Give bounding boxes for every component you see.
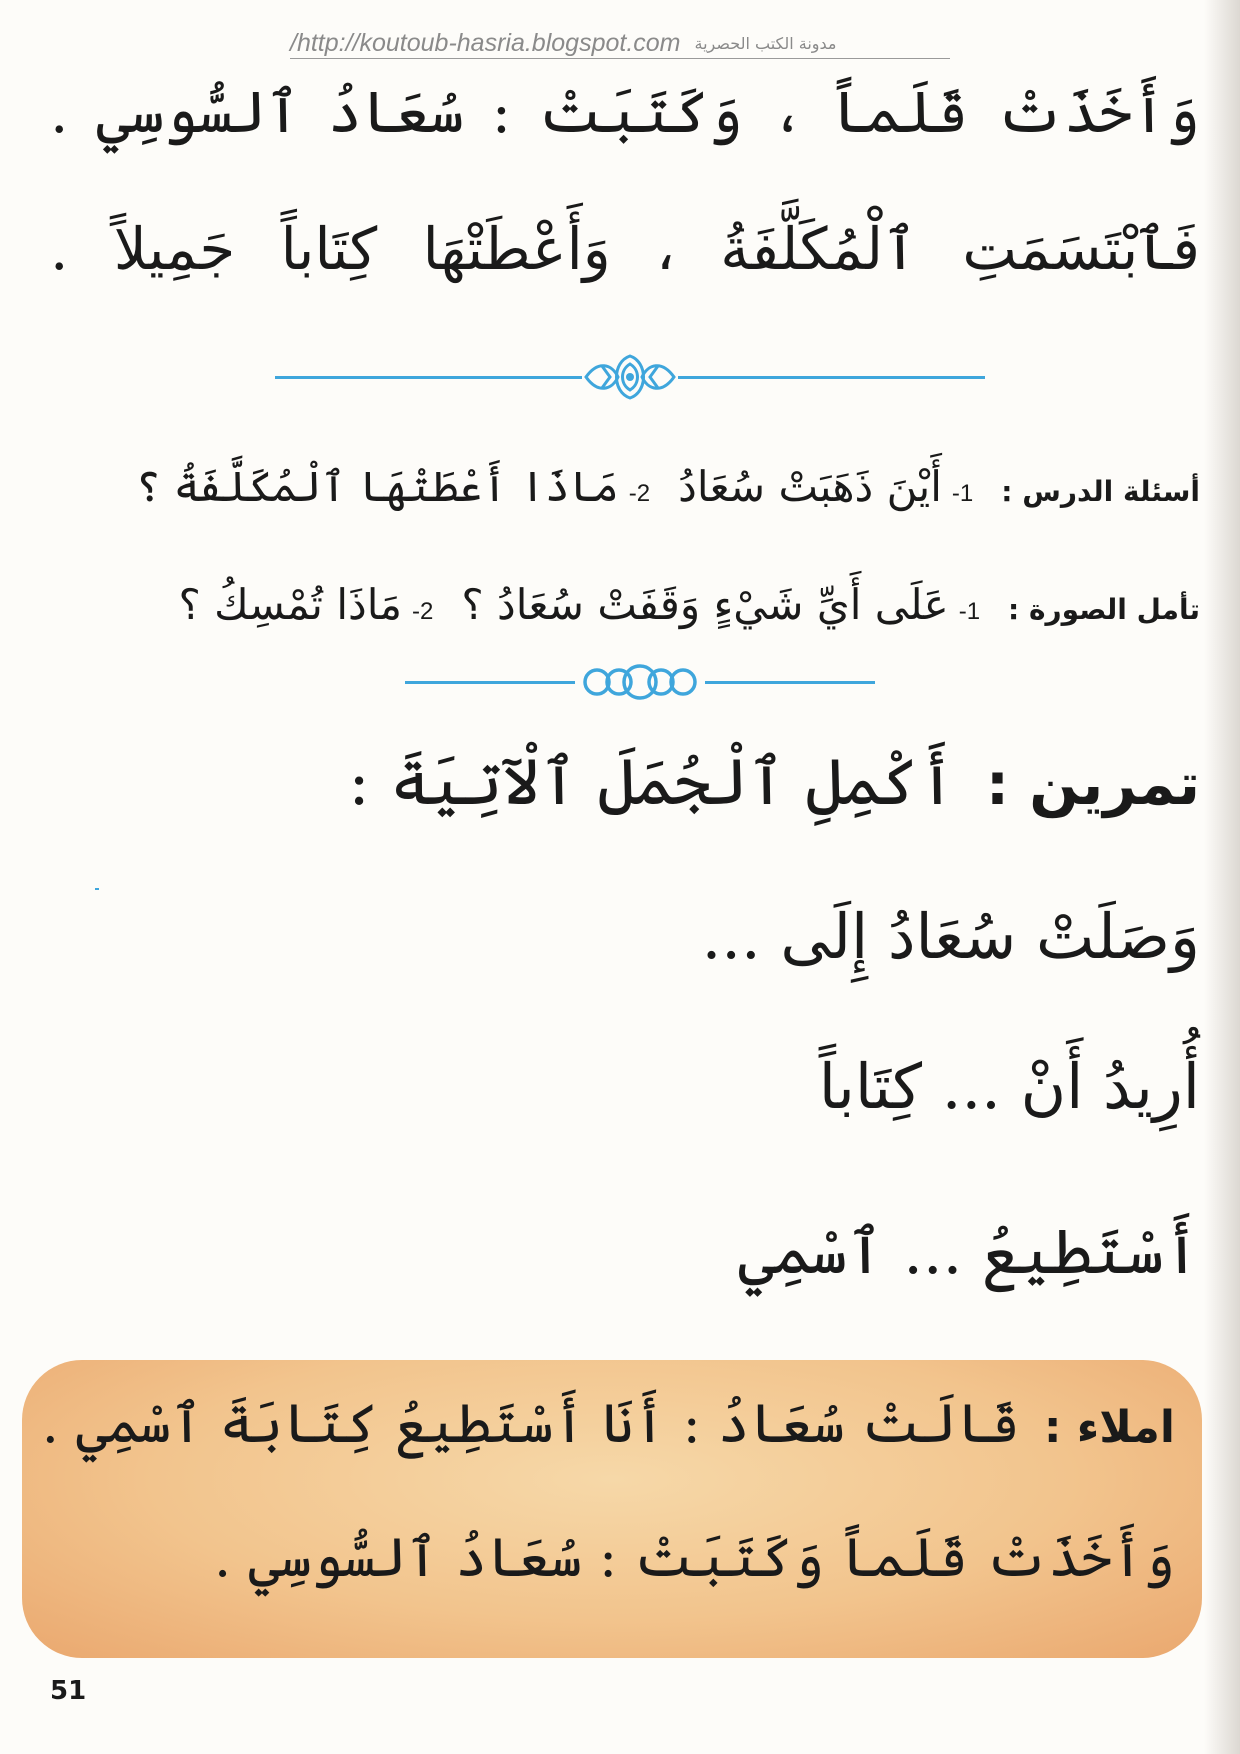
question-number: 2- (628, 480, 651, 507)
question-number: 1- (958, 598, 981, 625)
blog-url[interactable]: /http://koutoub-hasria.blogspot.com (290, 28, 681, 57)
exercise-item: وَصَلَتْ سُعَادُ إِلَى ... (701, 900, 1200, 973)
page-header (290, 28, 950, 59)
question-text: مَاذَا تُمْسِكُ ؟ (178, 580, 403, 629)
question-number: 1- (951, 480, 974, 507)
exercise-item: أَسْتَطِيعُ ... ٱسْمِي (738, 1215, 1200, 1288)
lesson-questions-label: أسئلة الدرس : (1001, 475, 1200, 508)
divider-rule (275, 376, 582, 379)
dictation-line-2: وَأَخَذَتْ قَلَماً وَكَتَبَتْ : سُعَادُ ٱلسُّوسِي . (213, 1526, 1175, 1589)
page-number: 51 (50, 1676, 87, 1706)
dictation-line-1 (42, 1392, 1175, 1455)
question-text: أَيْنَ ذَهَبَتْ سُعَادُ (678, 462, 942, 511)
dictation-label: املاء : (1043, 1402, 1175, 1453)
lesson-question-2 (136, 462, 650, 511)
story-line-1: وَأَخَذَتْ قَلَماً ، وَكَتَبَتْ : سُعَادُ ٱلسُّوسِي . (50, 78, 1200, 146)
divider-rule (405, 681, 575, 684)
story-line-2: فَٱبْتَسَمَتِ ٱلْمُكَلَّفَةُ ، وَأَعْطَتْهَا كِتَاباً جَمِيلاً . (50, 215, 1200, 283)
divider-rule (678, 376, 985, 379)
page-binding-shadow (1204, 0, 1240, 1754)
print-speck (95, 888, 99, 890)
arabesque-ornament-icon (582, 352, 678, 402)
picture-question-2 (179, 580, 434, 629)
picture-questions (40, 580, 1200, 629)
exercise-item: أُرِيدُ أَنْ ... كِتَاباً (818, 1050, 1200, 1123)
picture-question-1 (461, 580, 980, 629)
question-text: عَلَى أَيِّ شَيْءٍ وَقَفَتْ سُعَادُ ؟ (461, 580, 949, 629)
interlocking-rings-icon (575, 662, 705, 702)
rings-divider (405, 662, 875, 702)
question-text: مَاذَا أَعْطَتْهَا ٱلْمُكَلَّفَةُ ؟ (135, 462, 619, 511)
lesson-question-1 (678, 462, 973, 511)
exercise-instruction: أَكْمِلِ ٱلْجُمَلَ ٱلْآتِيَةَ : (348, 746, 956, 820)
question-number: 2- (412, 598, 434, 625)
divider-rule (705, 681, 875, 684)
picture-questions-label: تأمل الصورة : (1008, 593, 1200, 626)
dictation-text: قَالَتْ سُعَادُ : أَنَا أَسْتَطِيعُ كِتَابَةَ ٱسْمِي . (41, 1392, 1020, 1455)
blog-name: مدونة الكتب الحصرية (694, 33, 837, 53)
lesson-questions (40, 462, 1200, 511)
exercise-label: تمرين : (985, 750, 1200, 818)
exercise-heading (348, 745, 1200, 820)
ornamental-divider (275, 352, 985, 402)
